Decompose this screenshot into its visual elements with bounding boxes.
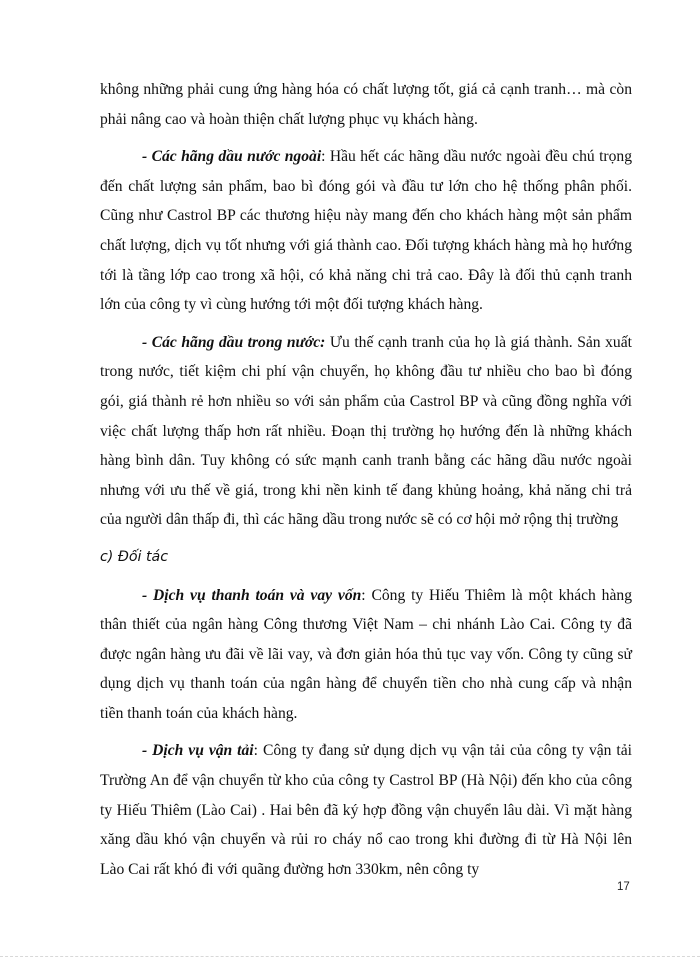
paragraph-body: : Công ty Hiếu Thiêm là một khách hàng thân thiết của ngân hàng Công thương Việt Nam – chi nhánh Lào Cai. Công ty đã được ngân hàng ưu đãi về lãi vay, và đơn giản hóa thủ tục vay vốn. Công ty cũng sử dụng dịch vụ thanh toán của ngân hàng để chuyển tiền cho nhà cung cấp và nhận tiền thanh toán của khách hàng. [100,586,632,722]
paragraph-payment-loan-services [100,581,632,729]
paragraph-lead: - Dịch vụ vận tải [142,742,254,760]
page-bottom-divider [0,956,700,957]
paragraph-foreign-oil-brands [100,142,632,320]
intro-paragraph: không những phải cung ứng hàng hóa có chất lượng tốt, giá cả cạnh tranh… mà còn phải nâng cao và hoàn thiện chất lượng phục vụ khách hàng. [100,81,632,128]
paragraph-lead: - Dịch vụ thanh toán và vay vốn [142,586,362,604]
paragraph-transport-services [100,736,632,884]
paragraph-lead: - Các hãng dầu nước ngoài [142,148,322,166]
paragraph-domestic-oil-brands [100,328,632,535]
page-body [100,75,632,884]
paragraph-body: Ưu thế cạnh tranh của họ là giá thành. Sản xuất trong nước, tiết kiệm chi phí vận chuyển, họ không đầu tư nhiều cho bao bì đóng gói, giá thành rẻ hơn nhiều so với sản phẩm của Castrol BP và cũng đồng nghĩa với việc chất lượng thấp hơn rất nhiều. Đoạn thị trường họ hướng đến là những khách hàng bình dân. Tuy không có sức mạnh canh tranh bằng các hãng dầu nước ngoài nhưng với ưu thế về giá, trong khi nền kinh tế đang khủng hoảng, khả năng chi trả của người dân thấp đi, thì các hãng dầu trong nước sẽ có cơ hội mở rộng thị trường [100,333,632,529]
paragraph-lead: - Các hãng dầu trong nước: [142,333,326,351]
paragraph-body: : Hầu hết các hãng dầu nước ngoài đều chú trọng đến chất lượng sản phẩm, bao bì đóng gói và đầu tư lớn cho hệ thống phân phối. Cũng như Castrol BP các thương hiệu này mang đến cho khách hàng một sản phẩm chất lượng, dịch vụ tốt nhưng với giá thành cao. Đối tượng khách hàng mà họ hướng tới là tầng lớp cao trong xã hội, có khả năng chi trả cao. Đây là đối thủ cạnh tranh lớn của công ty vì cùng hướng tới một đối tượng khách hàng. [100,148,632,314]
paragraph-body: : Công ty đang sử dụng dịch vụ vận tải của công ty vận tải Trường An để vận chuyển từ kho của công ty Castrol BP (Hà Nội) đến kho của công ty Hiếu Thiêm (Lào Cai) . Hai bên đã ký hợp đồng vận chuyển lâu dài. Vì mặt hàng xăng dầu khó vận chuyển và rủi ro cháy nổ cao trong khi đường đi từ Hà Nội lên Lào Cai rất khó đi với quãng đường hơn 330km, nên công ty [100,742,633,878]
section-subheading: c) Đối tác [100,548,169,565]
page-number: 17 [617,881,630,893]
